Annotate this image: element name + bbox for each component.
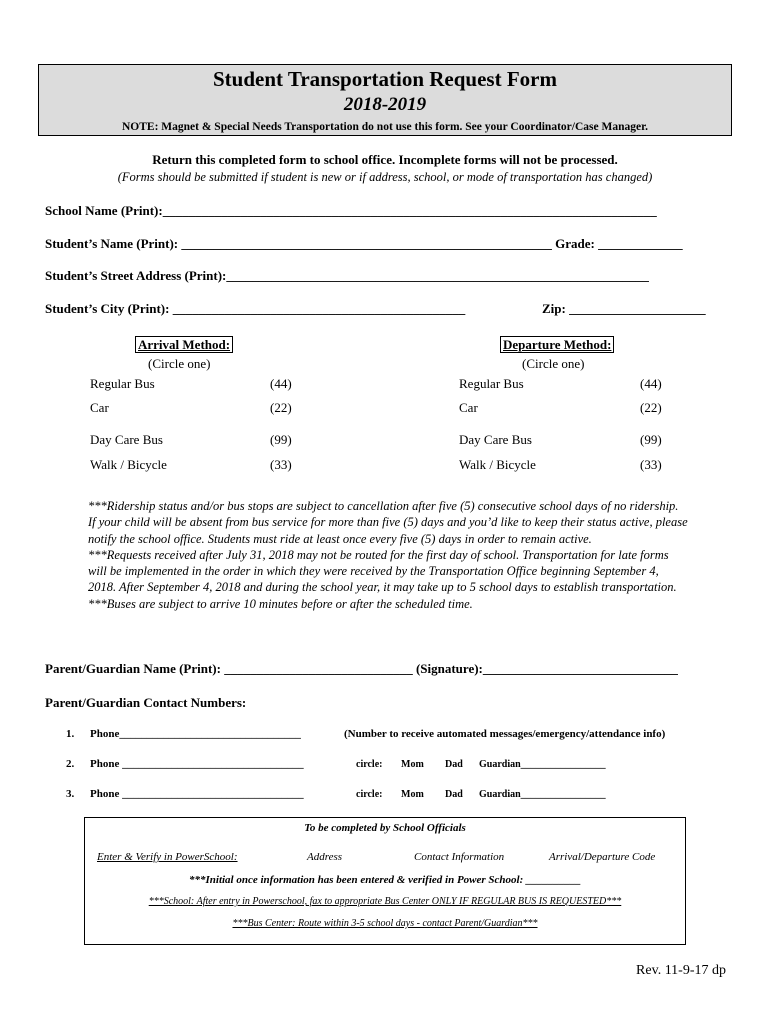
arrival-option-walk-bicycle[interactable]: Walk / Bicycle <box>90 457 167 472</box>
phone-2-circle-label: circle: <box>356 759 383 770</box>
form-title: Student Transportation Request Form <box>213 67 557 91</box>
arrival-circle-one: (Circle one) <box>148 356 211 371</box>
ridership-status-note: ***Ridership status and/or bus stops are subject to cancellation after five (5) consecutive school days of no ridership. If your child will be absent from bus service for more than five (5) days and you’d like to keep their status active, please notify the school office. Students must ride at least once every five (5) days in order to remain active. <box>88 499 688 546</box>
arrival-code-car: (22) <box>270 400 292 415</box>
header-note: NOTE: Magnet & Special Needs Transportation do not use this form. See your Coordinator/Case Manager. <box>121 121 648 133</box>
phone-1-field[interactable]: Phone_________________________________ <box>90 728 301 740</box>
phone-3-field[interactable]: Phone _________________________________ <box>90 788 304 800</box>
school-name-field[interactable]: School Name (Print):____________________________________________________________________________ <box>45 203 657 218</box>
phone-3-number: 3. <box>66 788 75 800</box>
arrival-departure-code-label: Arrival/Departure Code <box>549 851 656 863</box>
phone-1-note: (Number to receive automated messages/emergency/attendance info) <box>344 728 666 740</box>
departure-code-walk-bicycle: (33) <box>640 457 662 472</box>
departure-circle-one: (Circle one) <box>522 356 585 371</box>
bus-center-note: ***Bus Center: Route within 3-5 school days - contact Parent/Guardian*** <box>232 918 538 929</box>
school-year: 2018-2019 <box>343 94 427 115</box>
student-name-field[interactable]: Student’s Name (Print): _________________________________________________________ Grade: _____________ <box>45 236 683 251</box>
phone-2-mom-option[interactable]: Mom <box>401 759 424 770</box>
arrival-code-day-care-bus: (99) <box>270 432 292 447</box>
arrival-code-walk-bicycle: (33) <box>270 457 292 472</box>
school-fax-note: ***School: After entry in Powerschool, fax to appropriate Bus Center ONLY IF REGULAR BUS IS REQUESTED*** <box>148 896 622 907</box>
phone-1-number: 1. <box>66 728 75 740</box>
powerschool-verify-label: Enter & Verify in PowerSchool: <box>97 851 238 863</box>
arrival-title-label: Arrival Method: <box>135 336 233 353</box>
phone-3-dad-option[interactable]: Dad <box>445 789 463 800</box>
return-instruction: Return this completed form to school office. Incomplete forms will not be processed. <box>152 152 618 167</box>
submission-note: (Forms should be submitted if student is new or if address, school, or mode of transportation has changed) <box>117 170 653 184</box>
phone-2-dad-option[interactable]: Dad <box>445 759 463 770</box>
departure-code-day-care-bus: (99) <box>640 432 662 447</box>
arrival-method-title <box>135 336 233 354</box>
departure-option-walk-bicycle[interactable]: Walk / Bicycle <box>459 457 536 472</box>
revision-label: Rev. 11-9-17 dp <box>636 963 726 978</box>
guardian-name-signature-field[interactable]: Parent/Guardian Name (Print): _____________________________ (Signature):______________________________ <box>45 661 678 676</box>
phone-3-circle-label: circle: <box>356 789 383 800</box>
address-label: Address <box>307 851 343 863</box>
street-address-field[interactable]: Student’s Street Address (Print):_________________________________________________________________ <box>45 268 649 283</box>
phone-2-guardian-option[interactable]: Guardian_________________ <box>479 759 606 770</box>
contact-information-label: Contact Information <box>414 851 505 863</box>
arrival-option-day-care-bus[interactable]: Day Care Bus <box>90 432 163 447</box>
departure-option-day-care-bus[interactable]: Day Care Bus <box>459 432 532 447</box>
departure-option-car[interactable]: Car <box>459 400 478 415</box>
arrival-code-regular-bus: (44) <box>270 376 292 391</box>
departure-option-regular-bus[interactable]: Regular Bus <box>459 376 524 391</box>
phone-2-field[interactable]: Phone _________________________________ <box>90 758 304 770</box>
phone-3-mom-option[interactable]: Mom <box>401 789 424 800</box>
phone-3-guardian-option[interactable]: Guardian_________________ <box>479 789 606 800</box>
zip-field[interactable]: Zip: _____________________ <box>542 301 706 316</box>
bus-arrival-note: ***Buses are subject to arrive 10 minutes before or after the scheduled time. <box>88 596 473 611</box>
contact-numbers-title: Parent/Guardian Contact Numbers: <box>45 695 247 710</box>
departure-title-label: Departure Method: <box>500 336 614 353</box>
city-field[interactable]: Student’s City (Print): _____________________________________________ <box>45 301 466 316</box>
late-request-note: ***Requests received after July 31, 2018 may not be routed for the first day of school. Transportation for late forms will be implemented in the order in which they were received by the Transportation Office beginning September 4, 2018. After September 4, 2018 and during the school year, it may take up to 5 school days to establish transportation. <box>88 547 677 595</box>
departure-code-car: (22) <box>640 400 662 415</box>
officials-title: To be completed by School Officials <box>304 822 466 834</box>
arrival-option-car[interactable]: Car <box>90 400 109 415</box>
initial-verification-field[interactable]: ***Initial once information has been entered & verified in Power School: __________ <box>188 874 582 886</box>
ridership-notes <box>88 498 688 612</box>
departure-method-title <box>500 336 614 354</box>
departure-code-regular-bus: (44) <box>640 376 662 391</box>
phone-2-number: 2. <box>66 758 75 770</box>
arrival-option-regular-bus[interactable]: Regular Bus <box>90 376 155 391</box>
